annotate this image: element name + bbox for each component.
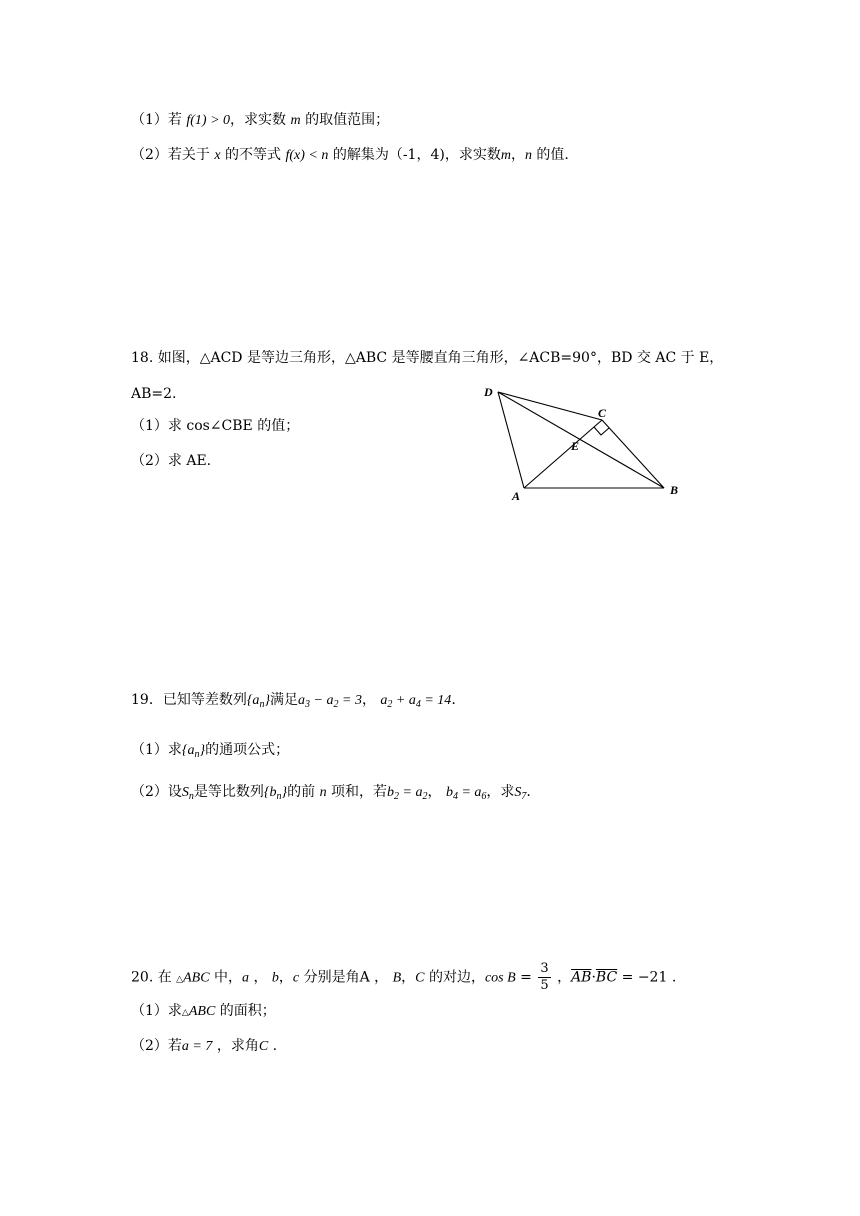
q20-part1: （1）求△ABC 的面积； bbox=[131, 1003, 276, 1019]
q19-stem: 19．已知等差数列$\{a_n\}$满足$a_3 - a_2 = 3$， $a_2 + a_4 = 14$. bbox=[131, 692, 456, 710]
q20-stem: 20. 在 △ABC 中，a ， b，c 分别是角A ， B，C 的对边，cos B = $\frac{3}{5}$ ，$\overline{AB}\cdot\overline{BC} = -21$ . bbox=[131, 961, 677, 993]
segment-db bbox=[498, 392, 664, 488]
q18-stem: 18. 如图，△ACD 是等边三角形，△ABC 是等腰直角三角形，∠ACB=90°，BD 交 AC 于 E， bbox=[131, 350, 724, 366]
q19-part2: （2）设$S_n$是等比数列$\{b_n\}$的前 n 项和，若$b_2 = a_2$， $b_4 = a_6$，求$S_7$. bbox=[131, 784, 531, 802]
fraction-three-fifths: $\frac{3}{5}$ bbox=[540, 961, 549, 993]
segment-dc bbox=[498, 392, 602, 420]
label-c: C bbox=[598, 406, 607, 420]
q20-part2: （2）若a = 7 ，求角C . bbox=[131, 1038, 278, 1054]
q17-part1: （1）若 f(1) > 0，求实数 m 的取值范围； bbox=[131, 112, 390, 128]
right-angle-mark bbox=[594, 427, 609, 435]
segment-cb bbox=[602, 420, 664, 488]
label-b: B bbox=[670, 483, 679, 497]
triangle-figure bbox=[478, 378, 698, 508]
q18-part1: （1）求 cos∠CBE 的值； bbox=[131, 418, 300, 434]
segment-da bbox=[498, 392, 524, 488]
q18-part2: （2）求 AE. bbox=[131, 453, 212, 469]
label-e: E bbox=[571, 439, 580, 453]
label-a: A bbox=[512, 489, 521, 503]
label-d: D bbox=[484, 385, 493, 399]
q17-part2: （2）若关于 x 的不等式 f(x) < n 的解集为（-1，4)，求实数m，n 的值. bbox=[131, 147, 569, 163]
q19-part1: （1）求$\{a_n\}$的通项公式； bbox=[131, 742, 290, 760]
q18-stem-cont: AB=2. bbox=[131, 386, 177, 402]
